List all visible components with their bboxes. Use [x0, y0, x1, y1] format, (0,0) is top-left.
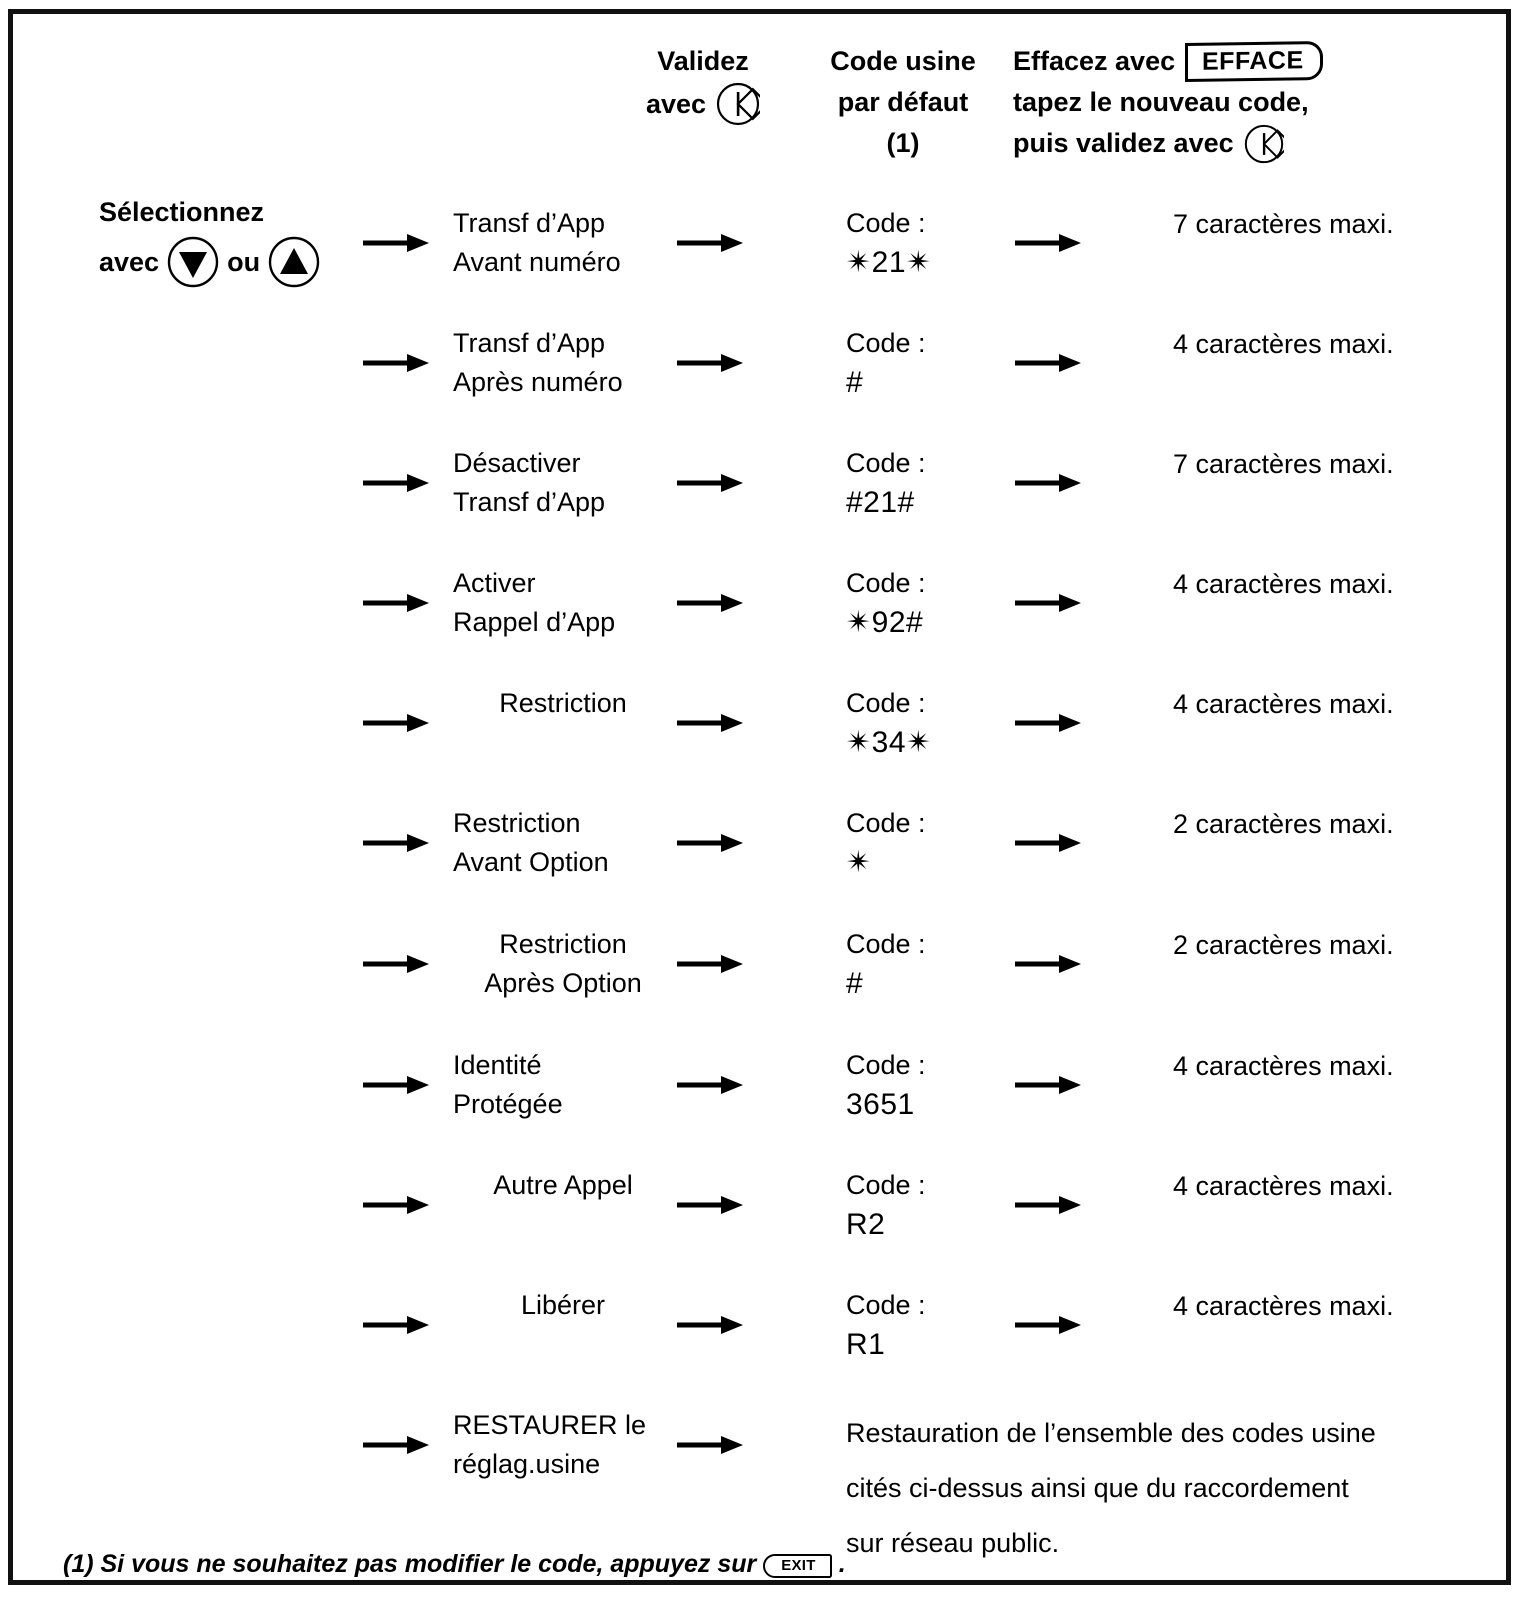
document-frame [8, 9, 1511, 1585]
row-label-line2: réglag.usine [453, 1449, 601, 1479]
row-label-line1: Restriction [499, 688, 627, 718]
row-max-chars: 7 caractères maxi. [1173, 209, 1394, 239]
arrow-right-icon [675, 1072, 745, 1098]
arrow-right-icon [1013, 710, 1083, 736]
exit-key[interactable]: EXIT [763, 1554, 832, 1578]
arrow-right-icon [675, 590, 745, 616]
row-label-line2: Après Option [484, 968, 642, 998]
row-code-value: ✴21✴ [846, 246, 932, 279]
header-erase-line1-row [1013, 41, 1363, 82]
header-validate-column [613, 41, 793, 126]
row-label-line2: Transf d’App [453, 487, 606, 517]
footnote [63, 1549, 1263, 1579]
restore-line1: Restauration de l’ensemble des codes usine [846, 1418, 1376, 1448]
row-code-value: ✴92# [846, 606, 924, 639]
row-code [846, 204, 1006, 282]
table-row [13, 1046, 1506, 1146]
row-label-line1: Restriction [499, 929, 627, 959]
arrow-right-icon [1013, 951, 1083, 977]
row-label-line2: Rappel d’App [453, 607, 616, 637]
row-code [846, 564, 1006, 642]
row-code-value: R1 [846, 1328, 886, 1361]
row-code [846, 804, 1006, 882]
arrow-right-icon [361, 470, 431, 496]
arrow-right-icon [361, 1432, 431, 1458]
arrow-right-icon [361, 1072, 431, 1098]
validate-diamond-icon [1244, 124, 1284, 164]
arrow-right-icon [1013, 1192, 1083, 1218]
header-validate-line2: avec [645, 88, 707, 119]
header-validate-line1: Validez [657, 46, 749, 76]
select-line2: avec [99, 247, 160, 277]
header-factory-footnote-marker: (1) [886, 128, 920, 158]
arrow-right-icon [361, 830, 431, 856]
table-row [13, 1166, 1506, 1266]
row-label-line1: Transf d’App [453, 208, 606, 238]
arrow-right-icon [361, 1312, 431, 1338]
arrow-right-icon [675, 710, 745, 736]
row-code-value: # [846, 967, 864, 1000]
row-label [453, 444, 673, 522]
arrow-right-icon [675, 1312, 745, 1338]
row-label [453, 1406, 673, 1484]
arrow-right-icon [1013, 230, 1083, 256]
row-max-chars: 4 caractères maxi. [1173, 1051, 1394, 1081]
arrow-right-icon [1013, 350, 1083, 376]
arrow-right-icon [361, 710, 431, 736]
row-label-line1: RESTAURER le [453, 1410, 647, 1440]
footnote-suffix: . [838, 1550, 846, 1578]
arrow-right-icon [675, 1192, 745, 1218]
row-code [846, 684, 1006, 762]
row-code-label: Code : [846, 929, 926, 959]
row-code-label: Code : [846, 208, 926, 238]
arrow-right-icon [675, 230, 745, 256]
header-erase-column [1013, 41, 1363, 164]
row-label-line1: Identité [453, 1050, 542, 1080]
row-label [453, 925, 673, 1003]
row-label-line1: Transf d’App [453, 328, 606, 358]
footnote-text: (1) Si vous ne souhaitez pas modifier le code, appuyez sur [63, 1550, 757, 1578]
table-row [13, 925, 1506, 1025]
table-row [13, 324, 1506, 424]
row-label [453, 1286, 673, 1325]
row-label [453, 804, 673, 882]
row-max-chars: 4 caractères maxi. [1173, 1291, 1394, 1321]
row-max-chars: 7 caractères maxi. [1173, 449, 1394, 479]
arrow-right-icon [675, 830, 745, 856]
row-code-value: ✴ [846, 846, 872, 879]
row-label-line1: Restriction [453, 808, 581, 838]
arrow-right-icon [361, 951, 431, 977]
row-code-value: 3651 [846, 1088, 915, 1121]
table-row [13, 204, 1506, 304]
arrow-right-icon [361, 350, 431, 376]
validate-diamond-icon [716, 82, 760, 126]
row-max-chars: 2 caractères maxi. [1173, 930, 1394, 960]
row-max-chars: 4 caractères maxi. [1173, 1171, 1394, 1201]
arrow-right-icon [361, 230, 431, 256]
row-label-line2: Protégée [453, 1089, 563, 1119]
arrow-right-icon [675, 350, 745, 376]
table-row [13, 444, 1506, 544]
row-label-line2: Avant Option [453, 847, 609, 877]
row-code-value: R2 [846, 1208, 886, 1241]
header-factory-line1: Code usine [830, 46, 976, 76]
row-label [453, 204, 673, 282]
row-max-chars: 4 caractères maxi. [1173, 329, 1394, 359]
row-code [846, 1166, 1006, 1244]
row-code-label: Code : [846, 808, 926, 838]
arrow-right-icon [1013, 590, 1083, 616]
row-code-label: Code : [846, 1050, 926, 1080]
row-label-line1: Libérer [520, 1290, 606, 1320]
restore-line3: sur réseau public. [846, 1528, 1060, 1558]
select-line1: Sélectionnez [99, 197, 265, 227]
row-label-line2: Après numéro [453, 367, 623, 397]
header-erase-line1: Effacez avec [1013, 46, 1176, 76]
header-validate-line2-row [613, 82, 793, 126]
row-code-label: Code : [846, 448, 926, 478]
row-max-chars: 4 caractères maxi. [1173, 569, 1394, 599]
arrow-right-icon [361, 590, 431, 616]
row-code-label: Code : [846, 1290, 926, 1320]
row-label-line1: Désactiver [453, 448, 581, 478]
row-code [846, 1286, 1006, 1364]
row-label [453, 1166, 673, 1205]
arrow-right-icon [1013, 1072, 1083, 1098]
row-code-label: Code : [846, 328, 926, 358]
arrow-right-icon [675, 1432, 745, 1458]
header-factory-line2: par défaut [837, 87, 969, 117]
arrow-right-icon [1013, 830, 1083, 856]
row-code [846, 324, 1006, 402]
table-row [13, 564, 1506, 664]
restore-line2: cités ci-dessus ainsi que du raccordement [846, 1473, 1349, 1503]
arrow-right-icon [1013, 1312, 1083, 1338]
arrow-right-icon [675, 951, 745, 977]
arrow-right-icon [675, 470, 745, 496]
row-code-label: Code : [846, 1170, 926, 1200]
row-code [846, 925, 1006, 1003]
row-label-line2: Avant numéro [453, 247, 621, 277]
arrow-right-icon [1013, 470, 1083, 496]
row-code [846, 444, 1006, 522]
table-row [13, 804, 1506, 904]
header-erase-line3: puis validez avec [1013, 128, 1234, 158]
table-row [13, 1286, 1506, 1386]
header-erase-line3-row [1013, 123, 1363, 164]
row-label-line1: Autre Appel [493, 1170, 633, 1200]
row-label [453, 324, 673, 402]
row-code-value: # [846, 366, 864, 399]
row-code-label: Code : [846, 688, 926, 718]
row-label [453, 684, 673, 723]
efface-key[interactable]: EFFACE [1185, 41, 1323, 82]
row-code-value: ✴34✴ [846, 726, 932, 759]
restore-description [846, 1406, 1466, 1571]
row-max-chars: 4 caractères maxi. [1173, 689, 1394, 719]
arrow-right-icon [361, 1192, 431, 1218]
row-label [453, 564, 673, 642]
select-or: ou [227, 247, 261, 277]
header-erase-line2: tapez le nouveau code, [1013, 87, 1309, 117]
row-max-chars: 2 caractères maxi. [1173, 809, 1394, 839]
row-code [846, 1046, 1006, 1124]
table-row [13, 684, 1506, 784]
header-factory-code-column [783, 41, 1023, 164]
row-code-label: Code : [846, 568, 926, 598]
row-label [453, 1046, 673, 1124]
row-label-line1: Activer [453, 568, 536, 598]
row-code-value: #21# [846, 486, 915, 519]
